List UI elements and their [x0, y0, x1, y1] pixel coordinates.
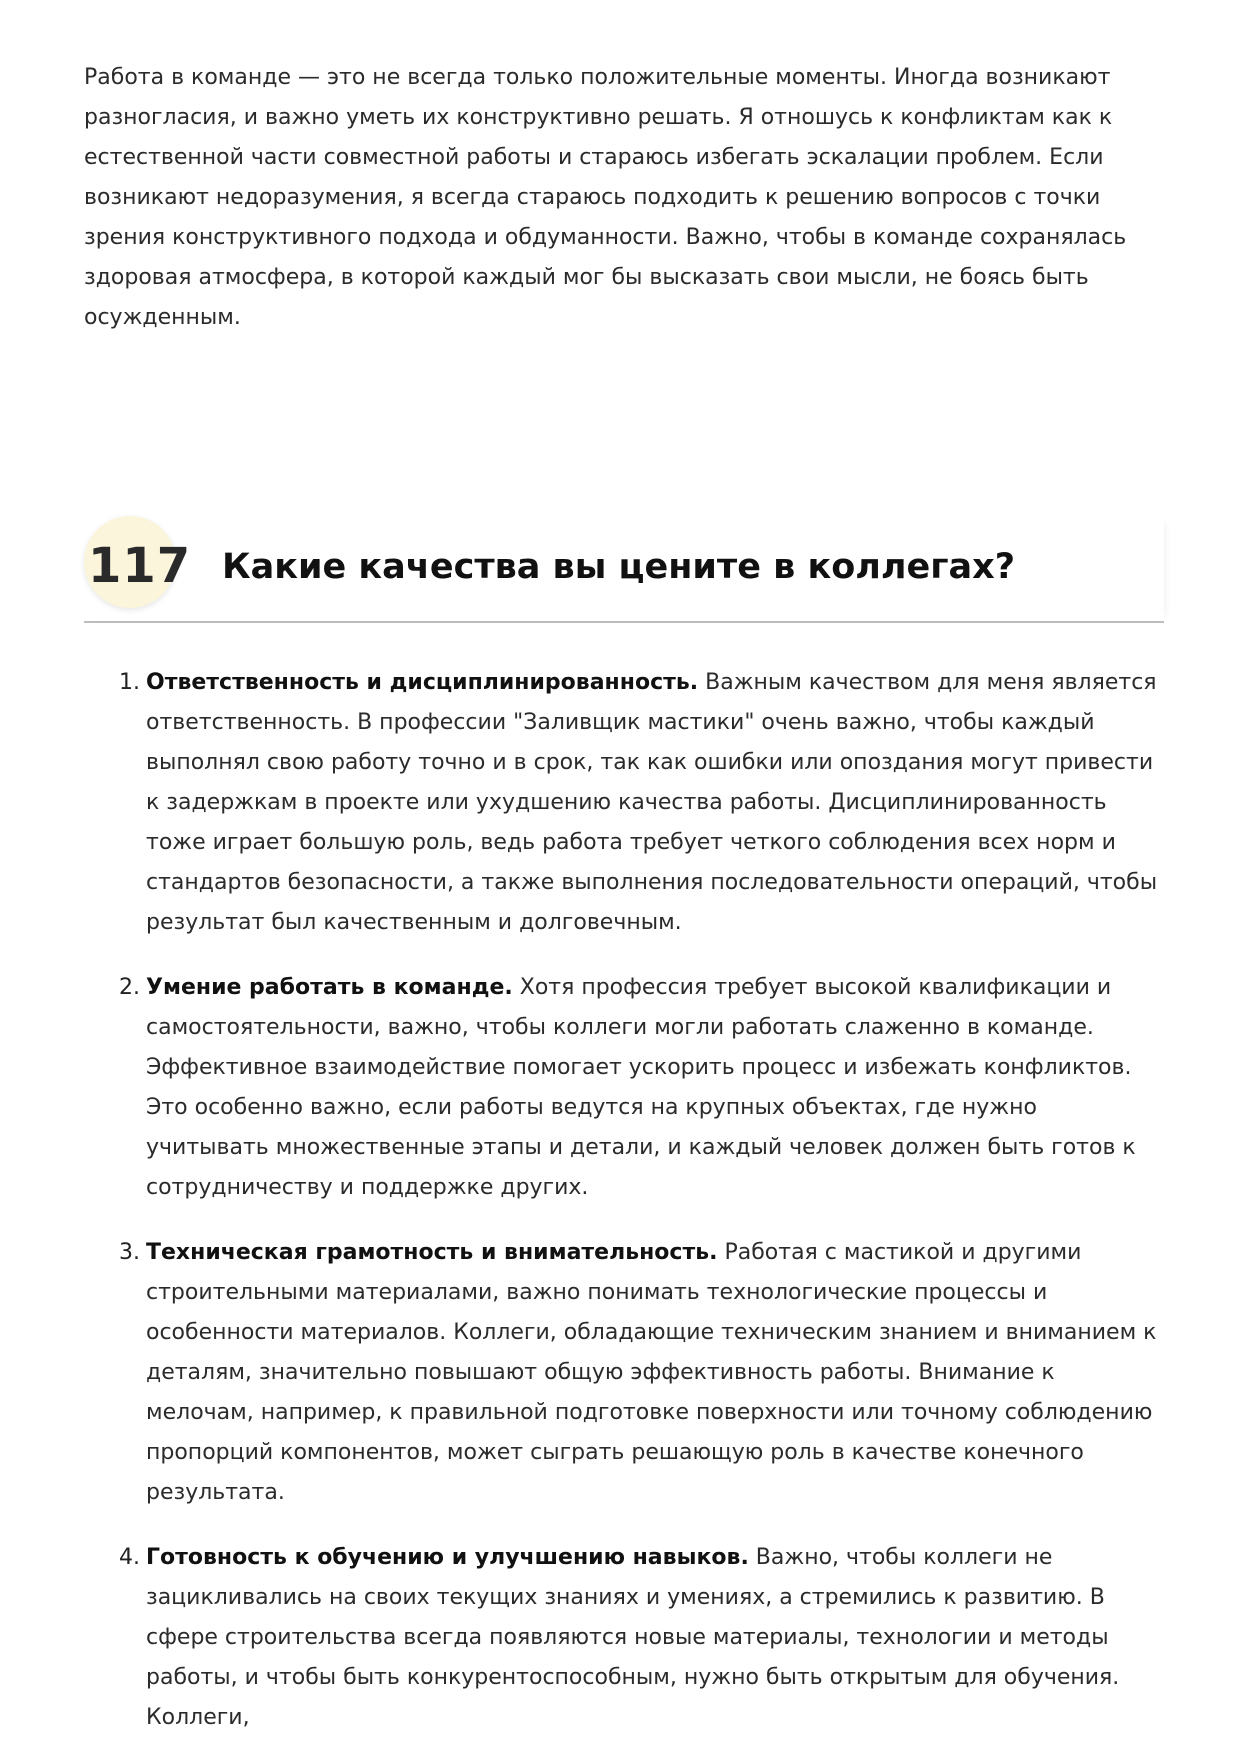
answer-text: Важно, чтобы коллеги не зацикливались на своих текущих знаниях и умениях, а стремились к развитию. В сфере строительства всегда появляются новые материалы, технологии и методы работы, и чтобы быть конкурентоспособным, нужно быть открытым для обучения. Коллеги, [146, 1545, 1120, 1730]
answer-text: Работая с мастикой и другими строительными материалами, важно понимать технологические процессы и особенности материалов. Коллеги, обладающие техническим знанием и вниманием к деталям, значительно повышают общую эффективность работы. Внимание к мелочам, например, к правильной подготовке поверхности или точному соблюдению пропорций компонентов, может сыграть решающую роль в качестве конечного результата. [146, 1240, 1157, 1505]
answer-text: Важным качеством для меня является ответственность. В профессии "Заливщик мастики" очень важно, чтобы каждый выполнял свою работу точно и в срок, так как ошибки или опоздания могут привести к задержкам в проекте или ухудшению качества работы. Дисциплинированность тоже играет большую роль, ведь работа требует четкого соблюдения всех норм и стандартов безопасности, а также выполнения последовательности операций, чтобы результат был качественным и долговечным. [146, 670, 1158, 935]
answer-heading: Готовность к обучению и улучшению навыков. [146, 1545, 749, 1570]
answer-number: 1. [119, 670, 140, 695]
question-header [84, 516, 1164, 623]
answer-item [84, 663, 1164, 943]
answer-list [84, 663, 1164, 1763]
question-title: Какие качества вы цените в коллегах? [222, 547, 1016, 587]
answer-number: 2. [119, 975, 140, 1000]
answer-number: 4. [119, 1545, 140, 1570]
answer-item [84, 1233, 1164, 1513]
answer-heading: Техническая грамотность и внимательность. [146, 1240, 718, 1265]
document-page [84, 0, 1164, 1730]
question-number: 117 [88, 538, 192, 594]
answer-text: Хотя профессия требует высокой квалификации и самостоятельности, важно, чтобы коллеги могли работать слаженно в команде. Эффективное взаимодействие помогает ускорить процесс и избежать конфликтов. Это особенно важно, если работы ведутся на крупных объектах, где нужно учитывать множественные этапы и детали, и каждый человек должен быть готов к сотрудничеству и поддержке других. [146, 975, 1136, 1200]
intro-paragraph: Работа в команде — это не всегда только положительные моменты. Иногда возникают разногласия, и важно уметь их конструктивно решать. Я отношусь к конфликтам как к естественной части совместной работы и стараюсь избегать эскалации проблем. Если возникают недоразумения, я всегда стараюсь подходить к решению вопросов с точки зрения конструктивного подхода и обдуманности. Важно, чтобы в команде сохранялась здоровая атмосфера, в которой каждый мог бы высказать свои мысли, не боясь быть осужденным. [84, 65, 1127, 330]
answer-heading: Умение работать в команде. [146, 975, 513, 1000]
answer-number: 3. [119, 1240, 140, 1265]
answer-item [84, 1538, 1164, 1738]
answer-item [84, 968, 1164, 1208]
answer-heading: Ответственность и дисциплинированность. [146, 670, 699, 695]
